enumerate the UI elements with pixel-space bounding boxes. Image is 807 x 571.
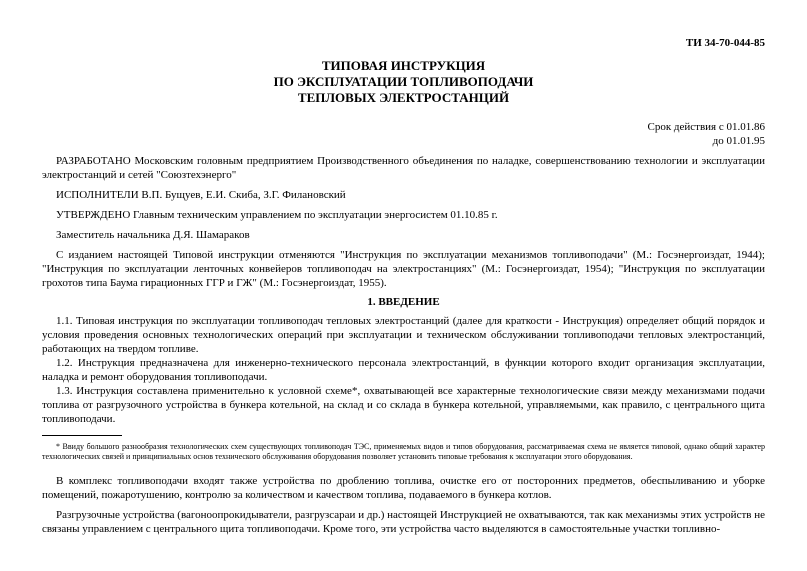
approved-by: УТВЕРЖДЕНО Главным техническим управлением по эксплуатации энергосистем 01.10.85 г. xyxy=(56,209,498,221)
developed-by: РАЗРАБОТАНО Московским головным предприятием Производственного объединения по наладке, совершенствованию технологии и эксплуатации электростанций и сетей "Союзтехэнерго" xyxy=(42,155,765,181)
section-heading: 1. ВВЕДЕНИЕ xyxy=(367,296,440,308)
paragraph-unloading: Разгрузочные устройства (вагоноопрокидыватели, разгрузсараи и др.) настоящей Инструкцией не охватываются, так как механизмы этих устройств не связаны управлением с центрального щита топливоподачи. Кроме того, эти устройства часто выделяются в самостоятельные участки топливно- xyxy=(42,509,765,535)
paragraph-complex: В комплекс топливоподачи входят также устройства по дроблению топлива, очистке его от посторонних предметов, обеспыливанию и уборке помещений, пожаротушению, контролю за количеством и качеством топлива, подаваемого в бункера котлов. xyxy=(42,475,765,501)
validity-to: до 01.01.95 xyxy=(712,135,765,147)
footnote: * Ввиду большого разнообразия технологических схем существующих топливоподач ТЭС, применяемых видов и типов оборудования, рассматриваемая схема не является типовой, однако общий характер технологических связей и принципиальных основ технического обслуживания оборудования позволяет установить типовые требования к эксплуатации этого оборудования. xyxy=(42,442,765,461)
paragraph-1-3: 1.3. Инструкция составлена применительно к условной схеме*, охватывающей все характерные технологические связи между механизмами подачи топлива от разгрузочного устройства в бункера котельной, на склад и со склада в бункера котельной, управляемыми, как правило, с центрального щита топливоподачи. xyxy=(42,385,765,425)
validity-from: Срок действия с 01.01.86 xyxy=(647,121,765,133)
executors: ИСПОЛНИТЕЛИ В.П. Бущуев, Е.И. Скиба, З.Г. Филановский xyxy=(56,189,346,201)
document-title xyxy=(0,58,807,106)
replaced-instructions: С изданием настоящей Типовой инструкции отменяются "Инструкция по эксплуатации механизмов топливоподачи" (М.: Госэнергоиздат, 1944); "Инструкция по эксплуатации ленточных конвейеров топливоподач на электростанциях" (М.: Госэнергоиздат, 1954); "Инструкция по эксплуатации грохотов типа Баума гирационных ГГР и ГЖ" (М.: Госэнергоиздат, 1955). xyxy=(42,249,765,289)
paragraph-1-2: 1.2. Инструкция предназначена для инженерно-технического персонала электростанций, в функции которого входит организация эксплуатации, наладка и ремонт оборудования топливоподачи. xyxy=(42,357,765,383)
deputy-head: Заместитель начальника Д.Я. Шамараков xyxy=(56,229,250,241)
document-body xyxy=(42,154,765,536)
paragraph-1-1: 1.1. Типовая инструкция по эксплуатации топливоподач тепловых электростанций (далее для краткости - Инструкция) определяет общий порядок и условия проведения основных технологических операций при эксплуатации и техническом обслуживании топливоподачи тепловых электростанций, работающих на твердом топливе. xyxy=(42,315,765,355)
title-line-1: ТИПОВАЯ ИНСТРУКЦИЯ xyxy=(321,58,486,73)
title-line-2: ПО ЭКСПЛУАТАЦИИ ТОПЛИВОПОДАЧИ xyxy=(273,74,534,89)
validity-period xyxy=(647,120,765,148)
document-code: ТИ 34-70-044-85 xyxy=(685,37,765,49)
footnote-divider xyxy=(42,435,122,436)
title-line-3: ТЕПЛОВЫХ ЭЛЕКТРОСТАНЦИЙ xyxy=(297,90,510,105)
